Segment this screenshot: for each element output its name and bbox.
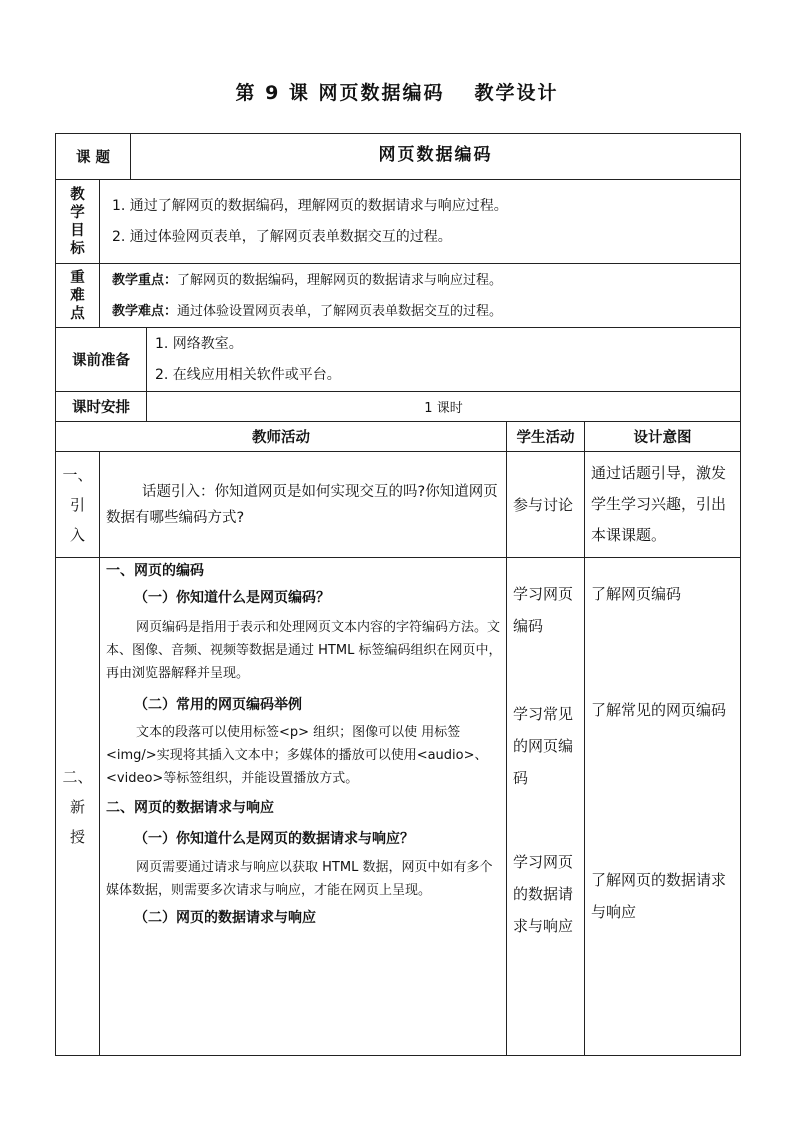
schedule-label: 课时安排: [56, 392, 147, 422]
new-lesson-label-char: 新: [69, 797, 85, 816]
prep-item: 1. 网络教室。: [155, 335, 243, 352]
intent-item: 了解网页的数据请求与响应: [591, 871, 727, 921]
new-lesson-student-activity: [507, 558, 585, 1056]
section-paragraph: 网页编码是指用于表示和处理网页文本内容的字符编码方法。文本、图像、音频、视频等数据是通过 HTML 标签编码组织在网页中，再由浏览器解释并呈现。: [106, 620, 502, 681]
schedule-row: [56, 392, 741, 422]
intent-item: 了解网页编码: [591, 585, 682, 603]
subsection-heading: （一）你知道什么是网页编码？: [134, 590, 330, 606]
prep-content: [147, 328, 741, 392]
subsection-heading: （二）常用的网页编码举例: [134, 697, 302, 713]
topic-label: 课 题: [56, 134, 131, 180]
section-heading: 二、网页的数据请求与响应: [106, 800, 274, 816]
goals-row: [56, 180, 741, 264]
difficulty-label-char: 点: [70, 305, 85, 322]
goals-label-char: 目: [70, 222, 85, 239]
goals-label-char: 学: [70, 204, 85, 221]
activity-header-row: [56, 422, 741, 452]
section-heading: 一、网页的编码: [106, 563, 204, 579]
intro-label-char: 一、: [62, 465, 93, 484]
topic-value: 网页数据编码: [131, 134, 741, 180]
header-design-intent: 设计意图: [585, 422, 741, 452]
goals-label: [56, 180, 100, 264]
goals-label-char: 教: [70, 186, 85, 203]
section-paragraph: 文本的段落可以使用标签<p> 组织；图像可以使 用标签<img/>实现将其插入文本中；多媒体的播放可以使用<audio>、<video>等标签组织，并能设置播放方式。: [106, 725, 488, 786]
intro-student-activity: 参与讨论: [507, 452, 585, 558]
header-teacher-activity: 教师活动: [56, 422, 507, 452]
hard-point-text: 通过体验设置网页表单，了解网页表单数据交互的过程。: [177, 303, 503, 319]
intro-label: [56, 452, 100, 558]
hard-point: [100, 296, 740, 327]
key-point: [100, 265, 740, 296]
intro-label-char: 入: [69, 525, 85, 544]
new-lesson-label-char: 授: [69, 827, 85, 846]
difficulty-label-char: 重: [70, 269, 85, 286]
difficulty-row: [56, 264, 741, 328]
header-student-activity: 学生活动: [507, 422, 585, 452]
subsection-heading: （二）网页的数据请求与响应: [134, 910, 316, 926]
intro-teacher-text: 话题引入：你知道网页是如何实现交互的吗?你知道网页数据有哪些编码方式?: [106, 483, 498, 526]
prep-item: 2. 在线应用相关软件或平台。: [155, 366, 341, 383]
document-title-suffix: 教学设计: [474, 82, 559, 104]
difficulty-content: [100, 264, 741, 328]
new-lesson-label: [56, 558, 100, 1056]
hard-point-label: 教学难点：: [112, 303, 178, 319]
prep-label: 课前准备: [56, 328, 147, 392]
new-lesson-teacher-activity: [100, 558, 507, 1056]
document-title: [0, 78, 794, 105]
key-point-label: 教学重点：: [112, 272, 178, 288]
student-item: 学习网页编码: [513, 585, 574, 635]
new-lesson-label-char: 二、: [62, 767, 93, 786]
difficulty-label: [56, 264, 100, 328]
goals-content: [100, 180, 741, 264]
prep-row: [56, 328, 741, 392]
new-lesson-row: [56, 558, 741, 1056]
intent-item: 了解常见的网页编码: [591, 701, 727, 719]
intro-teacher-activity: [100, 452, 507, 558]
goals-label-char: 标: [70, 240, 85, 257]
student-item: 学习网页的数据请求与响应: [513, 853, 574, 935]
subsection-heading: （一）你知道什么是网页的数据请求与响应？: [134, 831, 414, 847]
document-title-lesson: 第 9 课 网页数据编码: [235, 82, 445, 104]
intro-row: [56, 452, 741, 558]
student-item: 学习常见的网页编码: [513, 705, 574, 787]
lesson-plan-table: [55, 133, 741, 1056]
intro-label-char: 引: [69, 495, 85, 514]
new-lesson-design-intent: [585, 558, 741, 1056]
goal-item: 1. 通过了解网页的数据编码，理解网页的数据请求与响应过程。: [112, 197, 508, 214]
goal-item: 2. 通过体验网页表单，了解网页表单数据交互的过程。: [112, 228, 452, 245]
key-point-text: 了解网页的数据编码，理解网页的数据请求与响应过程。: [177, 272, 503, 288]
topic-row: [56, 134, 741, 180]
difficulty-label-char: 难: [70, 287, 85, 304]
intro-design-intent: 通过话题引导，激发学生学习兴趣，引出本课课题。: [585, 452, 741, 558]
section-paragraph: 网页需要通过请求与响应以获取 HTML 数据，网页中如有多个媒体数据，则需要多次请求与响应，才能在网页上呈现。: [106, 860, 493, 898]
schedule-value: 1 课时: [147, 392, 741, 422]
